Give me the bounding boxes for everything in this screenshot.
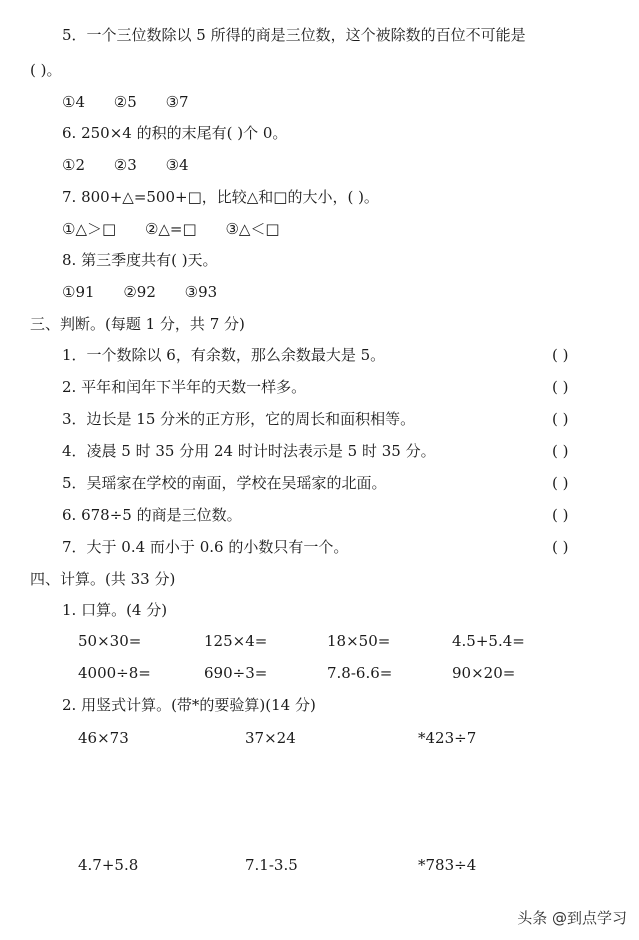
q5-option-1: ①4 <box>62 93 85 111</box>
q7-option-2: ②△=□ <box>144 220 197 238</box>
vertical-calc-title: 2. 用竖式计算。(带*的要验算)(14 分) <box>62 696 316 714</box>
tf-item-text: 5．吴瑶家在学校的南面，学校在吴瑶家的北面。 <box>62 474 387 492</box>
tf-answer-blank: ( ) <box>552 474 569 492</box>
oral-problem: 18×50= <box>327 632 391 650</box>
tf-item-text: 6. 678÷5 的商是三位数。 <box>62 506 242 524</box>
q8-option-2: ②92 <box>123 283 156 301</box>
oral-calc-title: 1. 口算。(4 分) <box>62 601 168 619</box>
q8-text: 8. 第三季度共有( )天。 <box>62 251 218 269</box>
tf-item-text: 4．凌晨 5 时 35 分用 24 时计时法表示是 5 时 35 分。 <box>62 442 436 460</box>
tf-item-7 <box>0 537 639 557</box>
tf-item-2 <box>0 377 639 397</box>
vertical-problem: *423÷7 <box>418 729 477 747</box>
q7-option-3: ③△＜□ <box>225 220 280 238</box>
vertical-problem: *783÷4 <box>418 856 477 874</box>
q6-text: 6. 250×4 的积的末尾有( )个 0。 <box>62 124 288 142</box>
q6-option-1: ①2 <box>62 156 85 174</box>
tf-item-text: 1．一个数除以 6，有余数，那么余数最大是 5。 <box>62 346 386 364</box>
q7-options <box>62 219 304 239</box>
oral-problem: 90×20= <box>452 664 516 682</box>
tf-item-text: 3．边长是 15 分米的正方形，它的周长和面积相等。 <box>62 410 416 428</box>
tf-answer-blank: ( ) <box>552 378 569 396</box>
q7-text: 7. 800+△=500+□，比较△和□的大小，( )。 <box>62 188 379 206</box>
tf-item-3 <box>0 409 639 429</box>
tf-item-text: 2. 平年和闰年下半年的天数一样多。 <box>62 378 307 396</box>
q6-option-2: ②3 <box>113 156 137 174</box>
section3-title: 三、判断。(每题 1 分，共 7 分) <box>30 315 245 333</box>
tf-answer-blank: ( ) <box>552 506 569 524</box>
tf-item-4 <box>0 441 639 461</box>
oral-problem: 4000÷8= <box>78 664 151 682</box>
tf-answer-blank: ( ) <box>552 346 569 364</box>
tf-answer-blank: ( ) <box>552 442 569 460</box>
tf-answer-blank: ( ) <box>552 538 569 556</box>
oral-problem: 125×4= <box>204 632 268 650</box>
q6-options <box>62 155 213 175</box>
oral-problem: 690÷3= <box>204 664 268 682</box>
vertical-problem: 7.1-3.5 <box>245 856 298 874</box>
tf-item-text: 7．大于 0.4 而小于 0.6 的小数只有一个。 <box>62 538 349 556</box>
vertical-problem: 46×73 <box>78 729 129 747</box>
q5-line2: ( )。 <box>30 61 62 79</box>
oral-problem: 50×30= <box>78 632 142 650</box>
tf-answer-blank: ( ) <box>552 410 569 428</box>
q8-options <box>62 282 241 302</box>
tf-item-6 <box>0 505 639 525</box>
q8-option-3: ③93 <box>184 283 218 301</box>
q5-line1: 5．一个三位数除以 5 所得的商是三位数，这个被除数的百位不可能是 <box>62 26 526 44</box>
q8-option-1: ①91 <box>62 283 95 301</box>
q5-option-3: ③7 <box>165 93 189 111</box>
q7-option-1: ①△＞□ <box>62 220 117 238</box>
section4-title: 四、计算。(共 33 分) <box>30 570 176 588</box>
tf-item-1 <box>0 345 639 365</box>
q5-option-2: ②5 <box>113 93 137 111</box>
q5-options <box>62 92 213 112</box>
vertical-problem: 4.7+5.8 <box>78 856 139 874</box>
tf-item-5 <box>0 473 639 493</box>
q6-option-3: ③4 <box>165 156 189 174</box>
oral-problem: 4.5+5.4= <box>452 632 525 650</box>
vertical-problem: 37×24 <box>245 729 296 747</box>
oral-problem: 7.8-6.6= <box>327 664 393 682</box>
watermark: 头条 @到点学习 <box>517 909 627 927</box>
